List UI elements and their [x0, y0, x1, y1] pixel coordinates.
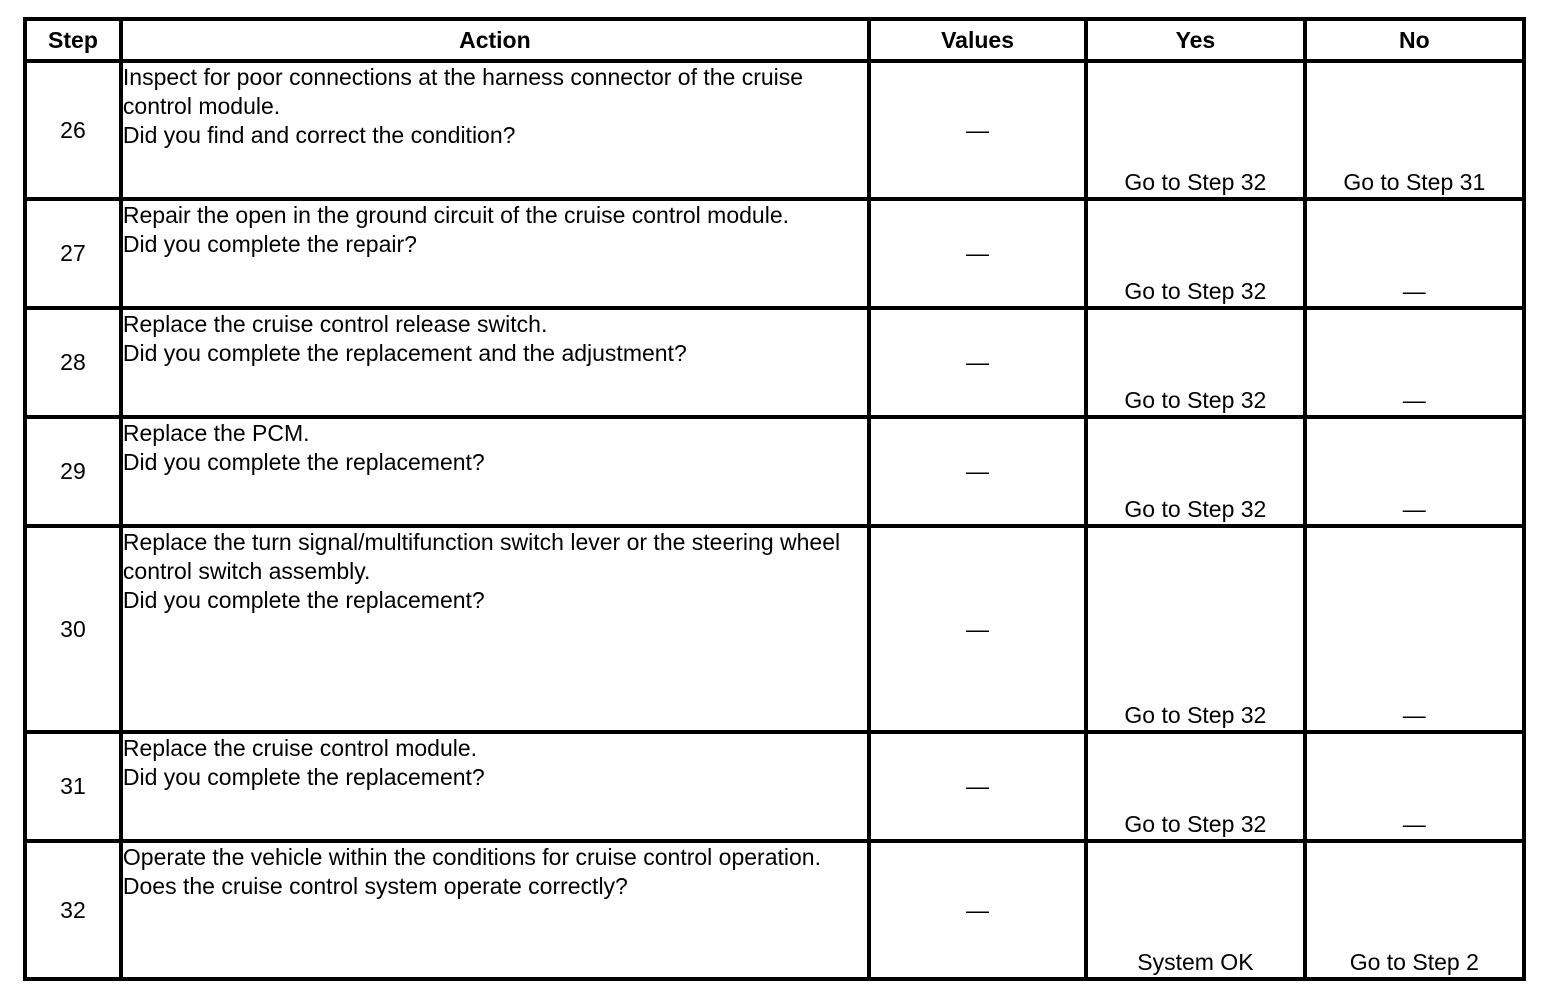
- yes-cell: System OK: [1086, 841, 1304, 979]
- no-cell: —: [1305, 732, 1524, 841]
- values-cell: —: [869, 841, 1086, 979]
- action-cell: [121, 841, 869, 979]
- table-row: [25, 308, 1524, 417]
- action-instruction: Repair the open in the ground circuit of the cruise control module.: [122, 202, 790, 228]
- table-row: [25, 199, 1524, 308]
- diagnostic-table: [23, 17, 1526, 981]
- step-number: 30: [25, 526, 121, 732]
- action-question: Did you find and correct the condition?: [122, 122, 516, 148]
- no-cell: Go to Step 31: [1305, 61, 1524, 199]
- table-row: [25, 61, 1524, 199]
- action-cell: [121, 732, 869, 841]
- action-instruction: Replace the cruise control release switch.: [122, 311, 548, 337]
- action-question: Did you complete the repair?: [122, 231, 417, 257]
- no-cell: —: [1305, 199, 1524, 308]
- action-instruction: Replace the PCM.: [122, 420, 310, 446]
- yes-cell: Go to Step 32: [1086, 732, 1304, 841]
- values-cell: —: [869, 199, 1086, 308]
- action-instruction: Replace the turn signal/multifunction switch lever or the steering wheel control switch assembly.: [122, 529, 841, 584]
- action-cell: [121, 417, 869, 526]
- step-number: 31: [25, 732, 121, 841]
- step-number: 26: [25, 61, 121, 199]
- yes-cell: Go to Step 32: [1086, 417, 1304, 526]
- values-cell: —: [869, 308, 1086, 417]
- action-question: Did you complete the replacement?: [122, 449, 485, 475]
- step-number: 32: [25, 841, 121, 979]
- action-question: Did you complete the replacement?: [122, 587, 485, 613]
- action-instruction: Replace the cruise control module.: [122, 735, 478, 761]
- yes-cell: Go to Step 32: [1086, 308, 1304, 417]
- values-cell: —: [869, 417, 1086, 526]
- table-row: [25, 732, 1524, 841]
- header-step: Step: [25, 19, 121, 61]
- step-number: 29: [25, 417, 121, 526]
- table-row: [25, 417, 1524, 526]
- action-cell: [121, 61, 869, 199]
- action-question: Did you complete the replacement?: [122, 764, 485, 790]
- values-cell: —: [869, 61, 1086, 199]
- header-action: Action: [121, 19, 869, 61]
- header-row: [25, 19, 1524, 61]
- values-cell: —: [869, 526, 1086, 732]
- action-cell: [121, 526, 869, 732]
- header-yes: Yes: [1086, 19, 1304, 61]
- yes-cell: Go to Step 32: [1086, 61, 1304, 199]
- action-question: Does the cruise control system operate correctly?: [122, 873, 628, 899]
- table-row: [25, 841, 1524, 979]
- no-cell: —: [1305, 308, 1524, 417]
- action-cell: [121, 199, 869, 308]
- action-instruction: Operate the vehicle within the conditions for cruise control operation.: [122, 844, 821, 870]
- no-cell: Go to Step 2: [1305, 841, 1524, 979]
- yes-cell: Go to Step 32: [1086, 526, 1304, 732]
- header-values: Values: [869, 19, 1086, 61]
- no-cell: —: [1305, 417, 1524, 526]
- no-cell: —: [1305, 526, 1524, 732]
- step-number: 28: [25, 308, 121, 417]
- action-question: Did you complete the replacement and the adjustment?: [122, 340, 687, 366]
- table-row: [25, 526, 1524, 732]
- header-no: No: [1305, 19, 1524, 61]
- action-instruction: Inspect for poor connections at the harness connector of the cruise control module.: [122, 64, 804, 119]
- yes-cell: Go to Step 32: [1086, 199, 1304, 308]
- step-number: 27: [25, 199, 121, 308]
- values-cell: —: [869, 732, 1086, 841]
- action-cell: [121, 308, 869, 417]
